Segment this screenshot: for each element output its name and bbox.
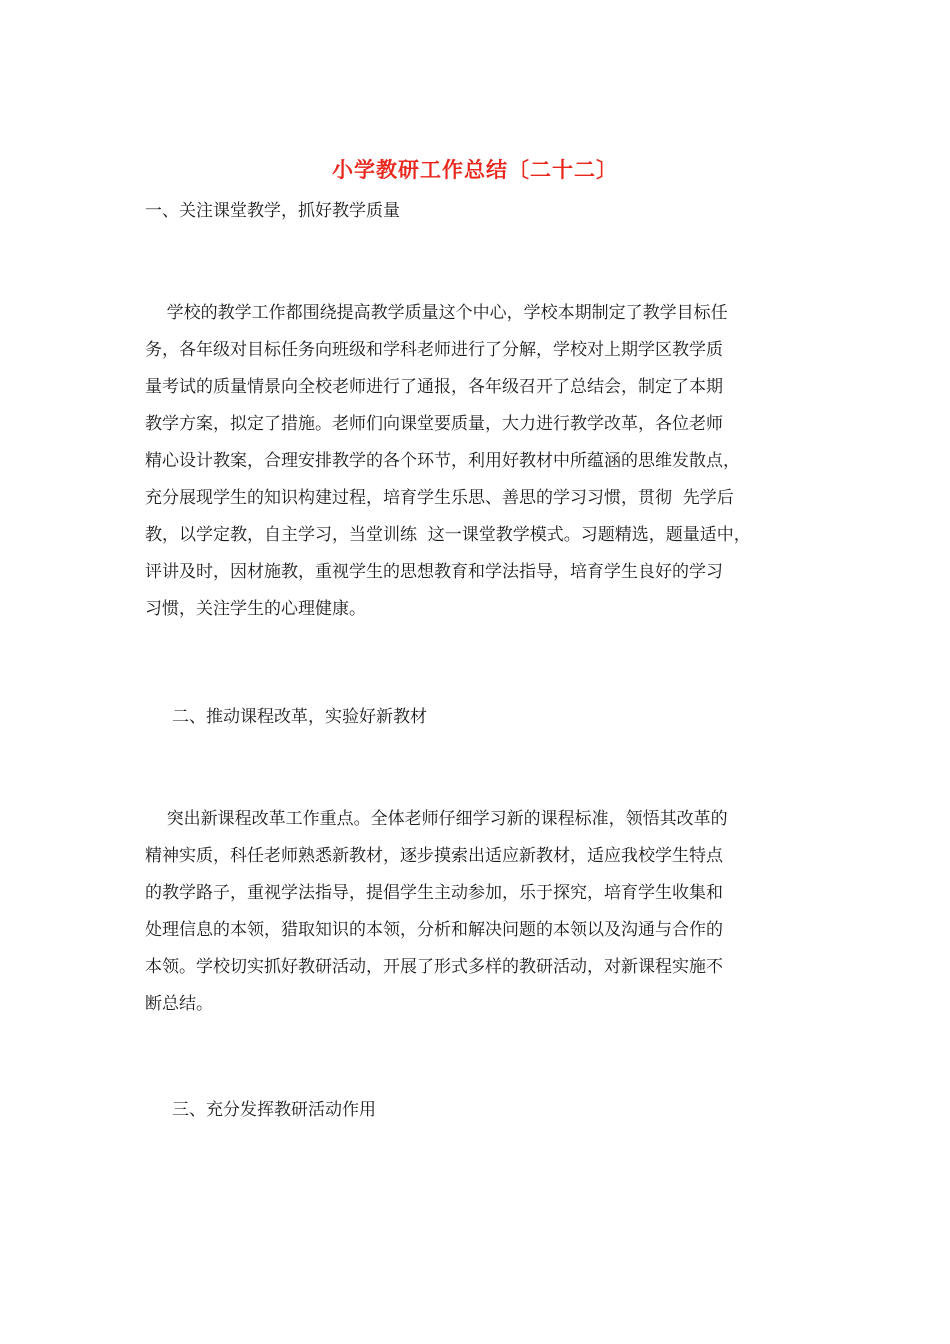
section-1-heading: 一、关注课堂教学，抓好教学质量 <box>145 201 400 221</box>
document-title: 小学教研工作总结〔二十二〕 <box>332 157 618 182</box>
paragraph-line: 务，各年级对目标任务向班级和学科老师进行了分解，学校对上期学区教学质 <box>145 340 723 360</box>
section-3-heading: 三、充分发挥教研活动作用 <box>172 1100 376 1120</box>
paragraph-line: 充分展现学生的知识构建过程，培育学生乐思、善思的学习习惯，贯彻 先学后 <box>145 488 734 508</box>
paragraph-line: 精心设计教案，合理安排教学的各个环节，利用好教材中所蕴涵的思维发散点， <box>145 451 740 471</box>
paragraph-line: 精神实质，科任老师熟悉新教材，逐步摸索出适应新教材，适应我校学生特点 <box>145 846 723 866</box>
paragraph-line: 教，以学定教，自主学习，当堂训练 这一课堂教学模式。习题精选，题量适中， <box>145 525 751 545</box>
paragraph-line: 的教学路子，重视学法指导，提倡学生主动参加，乐于探究，培育学生收集和 <box>145 883 723 903</box>
paragraph-line: 习惯，关注学生的心理健康。 <box>145 599 366 619</box>
section-1-paragraph <box>145 295 825 628</box>
paragraph-line: 处理信息的本领，猎取知识的本领，分析和解决问题的本领以及沟通与合作的 <box>145 920 723 940</box>
paragraph-line: 学校的教学工作都围绕提高教学质量这个中心，学校本期制定了教学目标任 <box>145 303 728 323</box>
paragraph-line: 突出新课程改革工作重点。全体老师仔细学习新的课程标准，领悟其改革的 <box>145 809 728 829</box>
paragraph-line: 本领。学校切实抓好教研活动，开展了形式多样的教研活动，对新课程实施不 <box>145 957 723 977</box>
section-2-paragraph <box>145 801 825 1023</box>
paragraph-line: 断总结。 <box>145 994 213 1014</box>
section-2-heading: 二、推动课程改革，实验好新教材 <box>172 707 427 727</box>
paragraph-line: 评讲及时，因材施教，重视学生的思想教育和学法指导，培育学生良好的学习 <box>145 562 723 582</box>
paragraph-line: 教学方案，拟定了措施。老师们向课堂要质量，大力进行教学改革，各位老师 <box>145 414 723 434</box>
paragraph-line: 量考试的质量情景向全校老师进行了通报，各年级召开了总结会，制定了本期 <box>145 377 723 397</box>
